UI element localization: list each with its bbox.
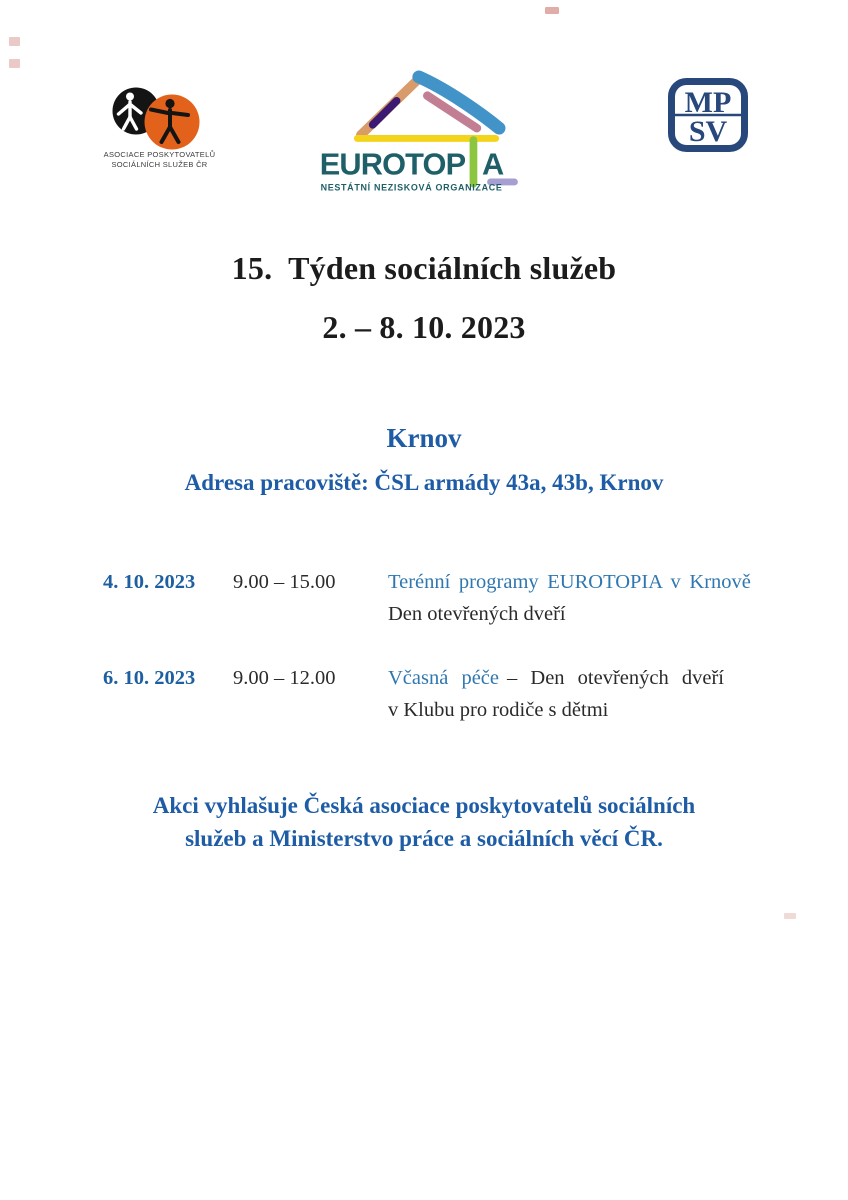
event-description — [388, 662, 750, 726]
mpsv-logo-icon — [668, 78, 748, 152]
event-title: Včasná péče — [388, 667, 500, 689]
event-description-line1: Včasná péče – Den otevřených dveří — [388, 667, 724, 689]
organizer-note-line1: Akci vyhlašuje Česká asociace poskytovatelů sociálních — [152, 793, 696, 818]
event-description-line2: v Klubu pro rodiče s dětmi — [388, 699, 609, 721]
scan-artifact — [9, 37, 20, 46]
apss-logo-icon — [106, 84, 216, 150]
eurotopia-house-icon — [318, 70, 523, 194]
apss-caption-line2: SOCIÁLNÍCH SLUŽEB ČR — [111, 160, 208, 169]
scan-artifact — [784, 913, 796, 919]
event-date: 6. 10. 2023 — [103, 667, 196, 689]
mpsv-text-top: MP — [684, 86, 732, 119]
event-time: 9.00 – 15.00 — [233, 571, 336, 593]
eurotopia-wordmark-right: A — [482, 146, 505, 182]
event-date: 4. 10. 2023 — [103, 571, 196, 593]
apss-logo-caption — [92, 150, 227, 170]
eurotopia-logo — [318, 70, 523, 194]
event-description — [388, 566, 750, 630]
eurotopia-wordmark-left: EUROTOP — [319, 146, 466, 182]
workplace-address: Adresa pracoviště: ČSL armády 43a, 43b, Krnov — [184, 470, 664, 495]
apss-caption-line1: ASOCIACE POSKYTOVATELŮ — [103, 150, 216, 159]
apss-logo — [106, 84, 216, 150]
city-heading: Krnov — [386, 423, 462, 453]
scan-artifact — [9, 59, 20, 68]
eurotopia-subtitle: NESTÁTNÍ NEZISKOVÁ ORGANIZACE — [320, 182, 503, 193]
event-description-line1 — [388, 566, 750, 598]
scan-artifact — [545, 7, 559, 14]
event-title: Terénní programy EUROTOPIA v Krnově — [388, 571, 751, 593]
organizer-note — [0, 789, 848, 855]
page-title-line2: 2. – 8. 10. 2023 — [322, 309, 526, 345]
schedule-row — [0, 662, 848, 732]
organizer-note-line2: služeb a Ministerstvo práce a sociálních věcí ČR. — [185, 826, 663, 851]
schedule-row — [0, 566, 848, 636]
event-time: 9.00 – 12.00 — [233, 667, 336, 689]
mpsv-logo — [668, 78, 748, 152]
event-description-line2: Den otevřených dveří — [388, 603, 566, 625]
page-title-line1: 15. Týden sociálních služeb — [231, 250, 617, 286]
mpsv-text-bottom: SV — [688, 115, 728, 148]
